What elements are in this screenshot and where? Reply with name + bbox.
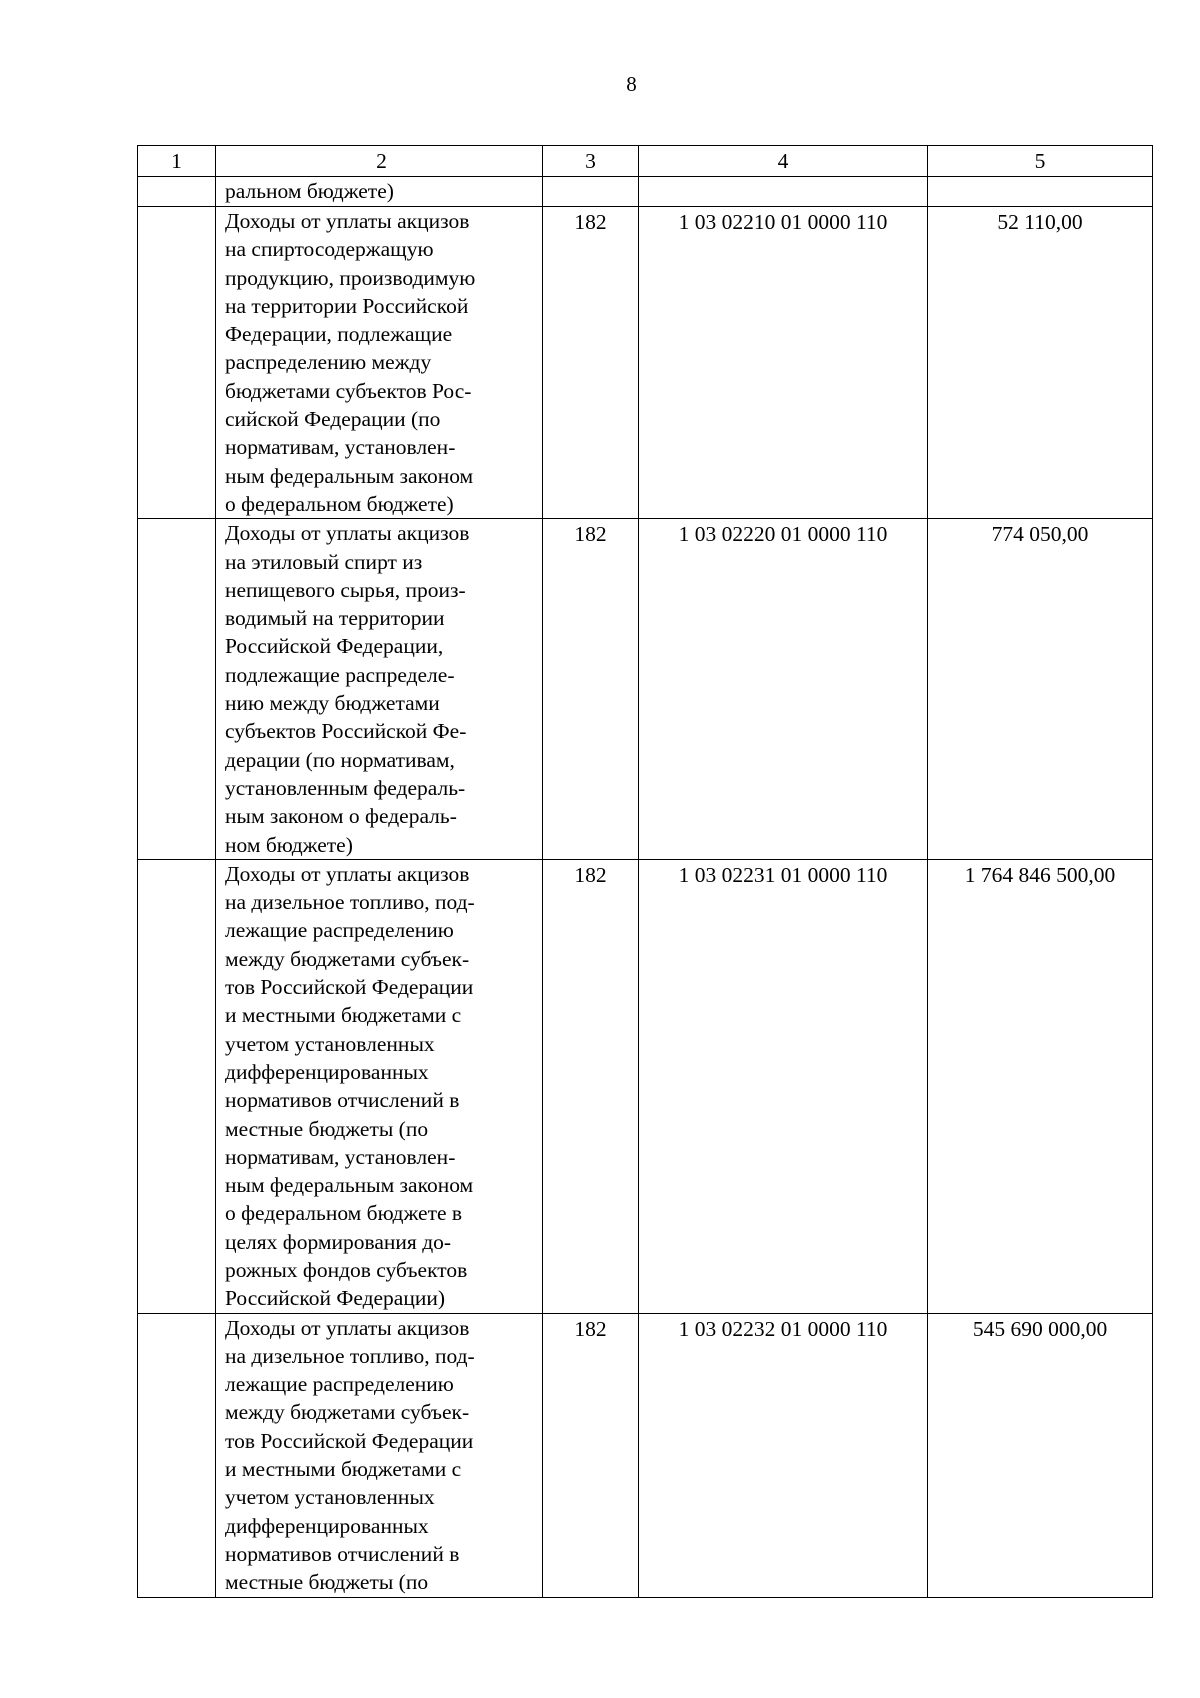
revenue-name-text: Доходы от уплаты акцизов на спиртосодержащую продукцию, производимую на территории Российской Федерации, подлежащие распределению между бюджетами субъектов Рос- сийской Федерации (по нормативам, установлен- ным федеральным законом о федеральном бюджете) (225, 209, 476, 516)
amount-cell (928, 519, 1153, 860)
admin-code-text: 182 (574, 862, 607, 887)
amount-cell (928, 207, 1153, 519)
row-number-cell (138, 519, 216, 860)
table-row (138, 207, 1153, 519)
revenue-name-cell (216, 207, 543, 519)
admin-code-text: 182 (574, 210, 607, 234)
amount-text: 774 050,00 (991, 522, 1089, 547)
amount-cell (928, 859, 1153, 1313)
header-col-3: 3 (543, 146, 639, 177)
row-number-cell (138, 859, 216, 1313)
budget-code-cell (639, 1313, 928, 1597)
header-col-5: 5 (928, 146, 1153, 177)
amount-text: 52 110,00 (997, 210, 1083, 234)
revenue-name-cell (216, 1313, 543, 1597)
admin-code-text: 182 (574, 1316, 607, 1341)
revenue-name-cell (216, 177, 543, 207)
page-number: 8 (626, 72, 637, 96)
budget-code-text: 1 03 02220 01 0000 110 (678, 522, 888, 547)
table-row (138, 859, 1153, 1313)
amount-text: 1 764 846 500,00 (964, 862, 1116, 887)
admin-code-text: 182 (574, 522, 607, 547)
row-number-cell (138, 177, 216, 207)
budget-code-cell (639, 177, 928, 207)
table-row (138, 177, 1153, 207)
budget-code-text: 1 03 02231 01 0000 110 (678, 862, 888, 887)
revenue-name-text: ральном бюджете) (225, 179, 394, 203)
revenue-name-text: Доходы от уплаты акцизов на дизельное топливо, под- лежащие распределению между бюджетами субъек- тов Российской Федерации и местными бюджетами с учетом установленных дифференцированных нормативов отчислений в местные бюджеты (по нормативам, установлен- ным федеральным законом о федеральном бюджете в целях формирования до- рожных фондов субъектов Российской Федерации) (225, 861, 475, 1311)
budget-code-cell (639, 859, 928, 1313)
budget-code-cell (639, 207, 928, 519)
admin-code-cell (543, 177, 639, 207)
row-number-cell (138, 1313, 216, 1597)
amount-text (928, 177, 1152, 178)
table-row (138, 1313, 1153, 1597)
amount-text: 545 690 000,00 (972, 1316, 1108, 1341)
row-number-cell (138, 207, 216, 519)
amount-cell (928, 177, 1153, 207)
budget-code-text (639, 177, 927, 178)
budget-code-cell (639, 519, 928, 860)
admin-code-cell (543, 519, 639, 860)
header-col-1: 1 (138, 146, 216, 177)
amount-cell (928, 1313, 1153, 1597)
header-col-2: 2 (216, 146, 543, 177)
revenue-table (137, 145, 1153, 1598)
budget-code-text: 1 03 02232 01 0000 110 (678, 1316, 888, 1341)
revenue-name-text: Доходы от уплаты акцизов на дизельное топливо, под- лежащие распределению между бюджетами субъек- тов Российской Федерации и местными бюджетами с учетом установленных дифференцированных нормативов отчислений в местные бюджеты (по (225, 1315, 475, 1595)
revenue-name-cell (216, 859, 543, 1313)
admin-code-text (543, 177, 638, 178)
header-col-4: 4 (639, 146, 928, 177)
revenue-name-text: Доходы от уплаты акцизов на этиловый спирт из непищевого сырья, произ- водимый на территории Российской Федерации, подлежащие распределе- нию между бюджетами субъектов Российской Фе- дерации (по нормативам, установленным федераль- ным законом о федераль- ном бюджете) (225, 521, 470, 857)
table-row (138, 519, 1153, 860)
budget-code-text: 1 03 02210 01 0000 110 (678, 210, 888, 234)
admin-code-cell (543, 1313, 639, 1597)
admin-code-cell (543, 207, 639, 519)
table-header-row (138, 146, 1153, 177)
revenue-name-cell (216, 519, 543, 860)
admin-code-cell (543, 859, 639, 1313)
